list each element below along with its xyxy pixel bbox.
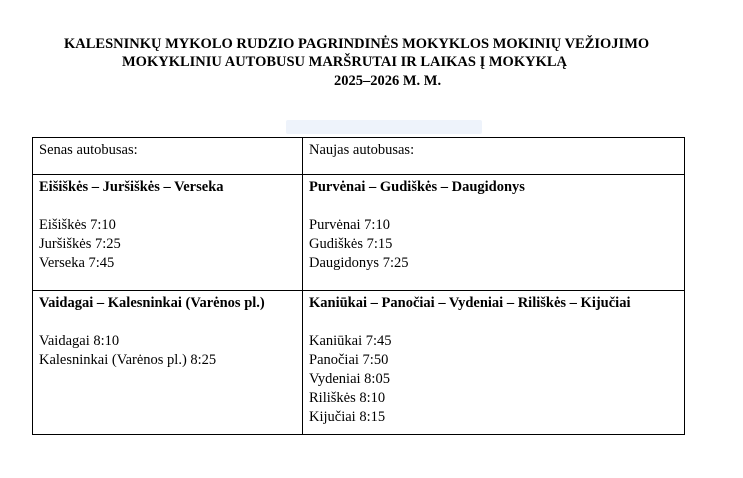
- new-bus-route-2: [303, 291, 685, 435]
- table-header-row: [33, 138, 685, 175]
- stop-time: Verseka 7:45: [39, 255, 115, 271]
- table-row: [33, 291, 685, 435]
- route-name: Vaidagai – Kalesninkai (Varėnos pl.): [39, 295, 265, 311]
- stop-time: Kalesninkai (Varėnos pl.) 8:25: [39, 352, 217, 368]
- document-title-line-1: KALESNINKŲ MYKOLO RUDZIO PAGRINDINĖS MOKYKLOS MOKINIŲ VEŽIOJIMO: [64, 36, 650, 52]
- old-bus-route-2: [33, 291, 303, 435]
- route-name: Eišiškės – Juršiškės – Verseka: [39, 179, 224, 195]
- stop-time: Vydeniai 8:05: [309, 371, 390, 387]
- new-bus-route-1: [303, 175, 685, 291]
- stop-time: Riliškės 8:10: [309, 390, 386, 406]
- stop-time: Gudiškės 7:15: [309, 236, 393, 252]
- header-new-bus: Naujas autobusas:: [303, 138, 685, 175]
- table-row: [33, 175, 685, 291]
- stop-time: Kaniūkai 7:45: [309, 333, 392, 349]
- stop-time: Juršiškės 7:25: [39, 236, 121, 252]
- stop-time: Eišiškės 7:10: [39, 217, 116, 233]
- header-old-bus: Senas autobusas:: [33, 138, 303, 175]
- old-bus-route-1: [33, 175, 303, 291]
- document-title-line-2: MOKYKLINIU AUTOBUSU MARŠRUTAI IR LAIKAS Į MOKYKLĄ: [122, 54, 567, 70]
- stop-time: Panočiai 7:50: [309, 352, 389, 368]
- route-name: Purvėnai – Gudiškės – Daugidonys: [309, 179, 525, 195]
- stop-time: Kijučiai 8:15: [309, 409, 386, 425]
- stop-time: Vaidagai 8:10: [39, 333, 120, 349]
- faint-highlight: [286, 120, 482, 134]
- stop-time: Daugidonys 7:25: [309, 255, 409, 271]
- bus-routes-table: [32, 137, 685, 435]
- school-year: 2025–2026 M. M.: [334, 73, 442, 89]
- stop-time: Purvėnai 7:10: [309, 217, 390, 233]
- route-name: Kaniūkai – Panočiai – Vydeniai – Riliškės – Kijučiai: [309, 295, 631, 311]
